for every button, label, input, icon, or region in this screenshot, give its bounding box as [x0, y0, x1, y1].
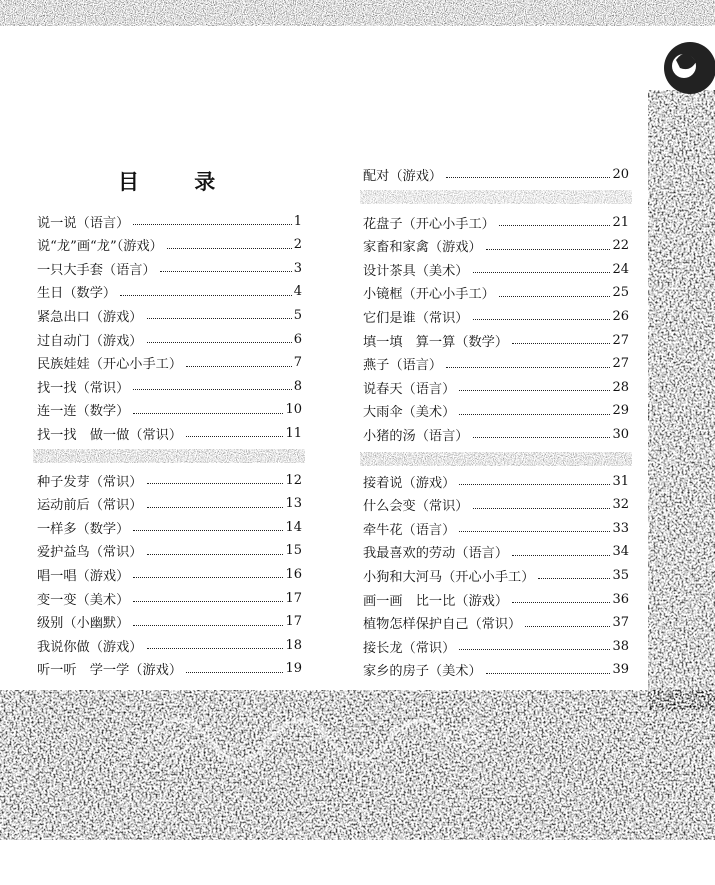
toc-entry[interactable] [363, 353, 629, 375]
toc-entry[interactable] [363, 235, 629, 257]
toc-entry-title: 变一变（美术） [37, 592, 130, 608]
dot-leader [160, 270, 292, 272]
toc-entry[interactable] [363, 517, 629, 539]
dot-leader [186, 365, 292, 367]
dot-leader [133, 223, 291, 225]
toc-entry[interactable] [363, 470, 629, 492]
toc-entry-title: 运动前后（常识） [37, 498, 143, 514]
dot-leader [186, 435, 283, 437]
toc-entry-title: 小狗和大河马（开心小手工） [363, 569, 535, 585]
dot-leader [459, 483, 610, 485]
dot-leader [446, 176, 610, 178]
toc-entry[interactable] [37, 257, 302, 279]
toc-entry[interactable] [37, 634, 302, 656]
toc-entry-page: 2 [293, 237, 302, 253]
toc-entry-page: 14 [285, 519, 302, 535]
dot-leader [133, 576, 283, 578]
toc-entry[interactable] [363, 258, 629, 280]
toc-entry-title: 我最喜欢的劳动（语言） [363, 546, 509, 562]
toc-entry[interactable] [363, 588, 629, 610]
toc-entry-page: 17 [285, 614, 302, 630]
toc-entry-title: 一样多（数学） [37, 521, 130, 537]
toc-entry[interactable] [363, 163, 629, 185]
toc-entry-title: 听一听 学一学（游戏） [37, 663, 183, 679]
toc-entry-page: 5 [293, 307, 302, 323]
toc-entry-page: 29 [612, 403, 629, 419]
dot-leader [133, 529, 283, 531]
toc-entry[interactable] [363, 376, 629, 398]
toc-entry-page: 32 [612, 497, 629, 513]
toc-entry[interactable] [37, 422, 302, 444]
toc-entry-page: 6 [293, 331, 302, 347]
toc-entry-page: 11 [285, 425, 302, 441]
toc-entry-title: 唱一唱（游戏） [37, 568, 130, 584]
toc-entry-title: 什么会变（常识） [363, 499, 469, 515]
dot-leader [512, 601, 610, 603]
toc-entry[interactable] [37, 540, 302, 562]
toc-entry[interactable] [37, 375, 302, 397]
dot-leader [147, 553, 284, 555]
toc-entry[interactable] [37, 352, 302, 374]
toc-entry-page: 26 [612, 308, 629, 324]
toc-entry-page: 27 [612, 356, 629, 372]
page-title: 目 录 [118, 170, 240, 194]
toc-entry-title: 配对（游戏） [363, 168, 443, 184]
toc-entry-page: 22 [612, 238, 629, 254]
toc-entry[interactable] [363, 423, 629, 445]
toc-entry[interactable] [363, 211, 629, 233]
dot-leader [512, 554, 610, 556]
dot-leader [525, 625, 610, 627]
dot-leader [147, 317, 292, 319]
toc-entry[interactable] [37, 493, 302, 515]
toc-entry-page: 35 [612, 567, 629, 583]
dot-leader [133, 412, 283, 414]
toc-entry[interactable] [363, 541, 629, 563]
dot-leader [459, 648, 610, 650]
dot-leader [473, 271, 611, 273]
toc-entry-title: 找一找 做一做（常识） [37, 427, 183, 443]
toc-entry-title: 生日（数学） [37, 286, 117, 302]
toc-entry[interactable] [363, 494, 629, 516]
toc-entry[interactable] [37, 587, 302, 609]
dot-leader [147, 647, 284, 649]
toc-entry-page: 8 [293, 378, 302, 394]
toc-entry-page: 28 [612, 379, 629, 395]
toc-entry-page: 39 [612, 662, 629, 678]
dot-leader [459, 413, 610, 415]
top-edge-texture [0, 0, 715, 26]
toc-entry-page: 30 [612, 426, 629, 442]
section-divider-right-1 [360, 190, 632, 204]
toc-entry-title: 它们是谁（常识） [363, 310, 469, 326]
section-divider-right-2 [360, 452, 632, 466]
dot-leader [186, 671, 283, 673]
toc-entry-title: 大雨伞（美术） [363, 405, 456, 421]
toc-entry[interactable] [37, 611, 302, 633]
toc-entry-title: 说“龙”画“龙”（游戏） [37, 239, 163, 255]
toc-entry-title: 燕子（语言） [363, 358, 443, 374]
section-divider-left [33, 449, 305, 463]
toc-entry-title: 接着说（游戏） [363, 475, 456, 491]
dot-leader [147, 341, 292, 343]
right-border-texture [648, 90, 715, 710]
toc-entry[interactable] [363, 659, 629, 681]
toc-entry-page: 17 [285, 590, 302, 606]
toc-entry-page: 19 [285, 661, 302, 677]
toc-entry[interactable] [363, 564, 629, 586]
bottom-banner-texture [0, 690, 715, 840]
dot-leader [133, 600, 283, 602]
toc-entry[interactable] [37, 399, 302, 421]
toc-entry-title: 家乡的房子（美术） [363, 664, 482, 680]
dot-leader [120, 294, 292, 296]
toc-entry[interactable] [37, 658, 302, 680]
toc-entry-title: 花盘子（开心小手工） [363, 216, 495, 232]
toc-entry-title: 连一连（数学） [37, 404, 130, 420]
toc-entry-title: 找一找（常识） [37, 380, 130, 396]
toc-entry-title: 设计茶具（美术） [363, 263, 469, 279]
dot-leader [538, 577, 610, 579]
toc-entry[interactable] [363, 282, 629, 304]
toc-entry-page: 7 [293, 355, 302, 371]
toc-entry[interactable] [37, 210, 302, 232]
toc-entry-title: 画一画 比一比（游戏） [363, 593, 509, 609]
dot-leader [473, 436, 611, 438]
toc-entry[interactable] [363, 329, 629, 351]
toc-entry[interactable] [37, 234, 302, 256]
toc-entry-title: 说春天（语言） [363, 381, 456, 397]
toc-entry[interactable] [37, 563, 302, 585]
toc-entry-page: 15 [285, 543, 302, 559]
dot-leader [147, 482, 284, 484]
toc-entry[interactable] [37, 281, 302, 303]
toc-entry-page: 21 [612, 214, 629, 230]
toc-entry-title: 过自动门（游戏） [37, 333, 143, 349]
toc-entry-page: 33 [612, 520, 629, 536]
toc-entry[interactable] [363, 612, 629, 634]
toc-entry-title: 接长龙（常识） [363, 640, 456, 656]
toc-entry-title: 小猪的汤（语言） [363, 428, 469, 444]
dot-leader [133, 624, 283, 626]
dot-leader [459, 530, 610, 532]
dot-leader [473, 318, 611, 320]
dot-leader [446, 366, 610, 368]
toc-entry-title: 种子发芽（常识） [37, 474, 143, 490]
dot-leader [133, 388, 291, 390]
toc-entry-title: 民族娃娃（开心小手工） [37, 357, 183, 373]
toc-entry-page: 18 [285, 637, 302, 653]
dot-leader [459, 389, 610, 391]
toc-entry-page: 24 [612, 261, 629, 277]
toc-entry-title: 级别（小幽默） [37, 616, 130, 632]
toc-entry-page: 34 [612, 544, 629, 560]
toc-entry-page: 25 [612, 285, 629, 301]
toc-entry-page: 12 [285, 472, 302, 488]
toc-entry-page: 13 [285, 496, 302, 512]
toc-entry-title: 植物怎样保护自己（常识） [363, 617, 522, 633]
toc-entry-page: 16 [285, 566, 302, 582]
toc-entry-page: 4 [293, 284, 302, 300]
dot-leader [167, 247, 292, 249]
toc-entry-page: 20 [612, 166, 629, 182]
toc-entry-page: 10 [285, 402, 302, 418]
toc-entry-page: 38 [612, 638, 629, 654]
toc-entry[interactable] [37, 304, 302, 326]
toc-entry[interactable] [37, 516, 302, 538]
toc-entry[interactable] [363, 400, 629, 422]
toc-entry-page: 27 [612, 332, 629, 348]
toc-entry-title: 家畜和家禽（游戏） [363, 240, 482, 256]
toc-entry-page: 1 [293, 213, 302, 229]
toc-entry[interactable] [363, 635, 629, 657]
toc-entry-page: 3 [293, 260, 302, 276]
toc-entry-title: 爱护益鸟（常识） [37, 545, 143, 561]
toc-entry[interactable] [37, 469, 302, 491]
toc-entry[interactable] [363, 305, 629, 327]
toc-entry-title: 紧急出口（游戏） [37, 309, 143, 325]
dot-leader [473, 507, 611, 509]
toc-entry-title: 我说你做（游戏） [37, 639, 143, 655]
dot-leader [486, 672, 611, 674]
toc-entry-page: 36 [612, 591, 629, 607]
dot-leader [499, 295, 611, 297]
dot-leader [499, 224, 611, 226]
toc-entry-page: 37 [612, 615, 629, 631]
toc-entry-title: 小镜框（开心小手工） [363, 287, 495, 303]
dot-leader [486, 248, 611, 250]
toc-entry-page: 31 [612, 473, 629, 489]
toc-entry-title: 牵牛花（语言） [363, 522, 456, 538]
toc-entry-title: 说一说（语言） [37, 215, 130, 231]
toc-entry-title: 填一填 算一算（数学） [363, 334, 509, 350]
dot-leader [512, 342, 610, 344]
toc-entry-title: 一只大手套（语言） [37, 262, 156, 278]
dot-leader [147, 506, 284, 508]
toc-entry[interactable] [37, 328, 302, 350]
